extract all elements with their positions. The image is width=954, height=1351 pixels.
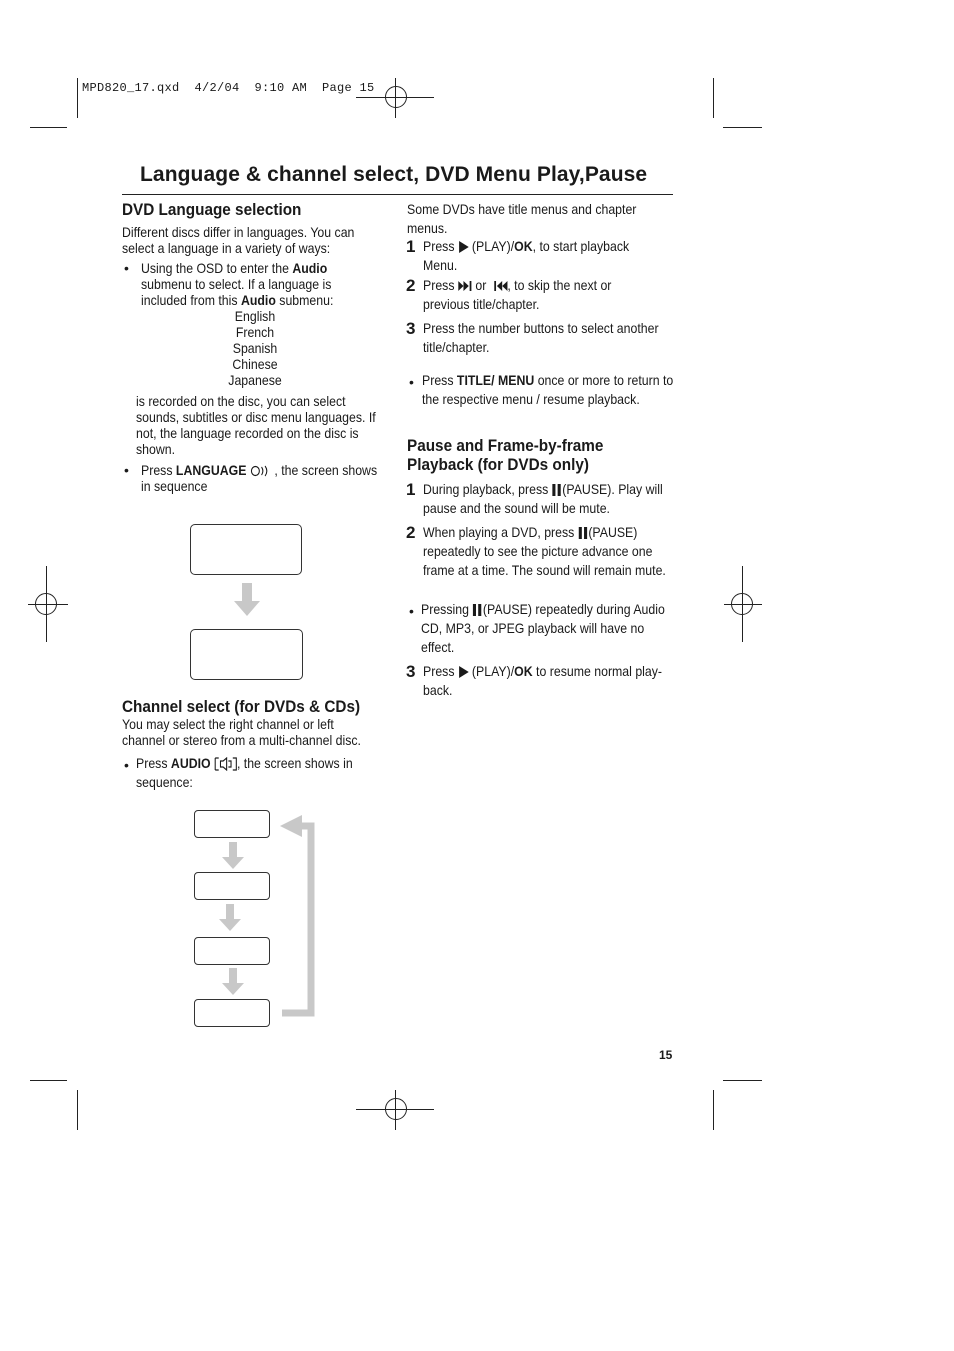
next-icon (458, 281, 472, 291)
down-arrow-icon (221, 968, 245, 996)
crop-mark (77, 78, 78, 118)
language-item: Chinese (232, 356, 278, 372)
language-item: Japanese (228, 372, 282, 388)
pause-icon (472, 604, 483, 616)
language-screen-box (190, 524, 302, 575)
language-item: English (234, 308, 276, 324)
resume-step: Press (PLAY)/OK to resume normal play-back. (423, 663, 663, 698)
pause-icon (552, 484, 563, 496)
bullet: • (409, 374, 414, 390)
channel-select-heading: Channel select (for DVDs & CDs) (122, 697, 361, 716)
audio-button-bullet: Press AUDIO , the screen shows in sequence: (136, 755, 353, 790)
previous-icon (493, 281, 507, 291)
frame-step: When playing a DVD, press (PAUSE) repeatedly to see the picture advance one frame at a time. The sound will remain mute. (423, 524, 666, 578)
language-list (202, 308, 308, 388)
language-item: Spanish (232, 340, 278, 356)
page-number: 15 (659, 1048, 673, 1062)
channel-screen-box (194, 872, 270, 900)
step-number: 2 (406, 276, 416, 295)
crop-mark (77, 1090, 78, 1130)
channel-screen-box (194, 937, 270, 965)
dvd-language-heading: DVD Language selection (122, 200, 302, 219)
play-icon (458, 241, 469, 253)
pause-audio-bullet: Pressing (PAUSE) repeatedly during Audio CD, MP3, or JPEG playback will have no effect. (421, 601, 665, 655)
dvd-language-intro: Different discs differ in languages. You can select a language in a variety of ways: (122, 224, 355, 256)
crop-mark (723, 1080, 762, 1081)
pause-icon (578, 527, 589, 539)
channel-screen-box (194, 810, 270, 838)
audio-icon (214, 757, 237, 771)
bullet: • (409, 603, 414, 619)
crop-mark (713, 1090, 714, 1130)
language-item: French (235, 324, 275, 340)
language-recorded-note: is recorded on the disc, you can select sounds, subtitles or disc menu languages. If not, the language recorded on the disc is shown. (136, 393, 376, 457)
loop-back-arrow-icon (280, 814, 318, 1020)
number-step: Press the number buttons to select another title/chapter. (423, 320, 659, 355)
crop-mark (723, 127, 762, 128)
step-number: 2 (406, 523, 416, 542)
slug-line: MPD820_17.qxd 4/2/04 9:10 AM Page 15 (82, 81, 375, 95)
channel-select-intro: You may select the right channel or left channel or stereo from a multi-channel disc. (122, 716, 361, 748)
step-number: 3 (406, 319, 416, 338)
language-button-bullet: Press LANGUAGE , the screen shows in sequence (141, 462, 378, 494)
menu-intro: Some DVDs have title menus and chapter menus. (407, 201, 637, 236)
language-icon (250, 465, 271, 477)
step-number: 1 (406, 480, 416, 499)
skip-step: Press or , to skip the next or previous title/chapter. (423, 277, 612, 312)
pause-step: During playback, press (PAUSE). Play will pause and the sound will be mute. (423, 481, 663, 516)
pause-heading: Pause and Frame-by-frame Playback (for DVDs only) (407, 436, 604, 474)
play-step: Press (PLAY)/OK, to start playback Menu. (423, 238, 630, 273)
step-number: 3 (406, 662, 416, 681)
crop-mark (30, 1080, 67, 1081)
crop-mark (30, 127, 67, 128)
channel-screen-box (194, 999, 270, 1027)
title-rule (122, 194, 673, 195)
down-arrow-icon (218, 904, 242, 932)
bullet: • (124, 260, 129, 276)
play-icon (458, 666, 469, 678)
language-screen-box (190, 629, 303, 680)
down-arrow-icon (221, 842, 245, 870)
bullet: • (124, 462, 129, 478)
page-title: Language & channel select, DVD Menu Play,Pause (140, 163, 648, 186)
down-arrow-icon (232, 583, 262, 617)
osd-audio-bullet: Using the OSD to enter the Audio submenu to select. If a language is included from this Audio submenu: (141, 260, 334, 308)
step-number: 1 (406, 237, 416, 256)
title-menu-bullet: Press TITLE/ MENU once or more to return to the respective menu / resume playback. (422, 372, 674, 407)
crop-mark (713, 78, 714, 118)
bullet: • (124, 757, 129, 773)
